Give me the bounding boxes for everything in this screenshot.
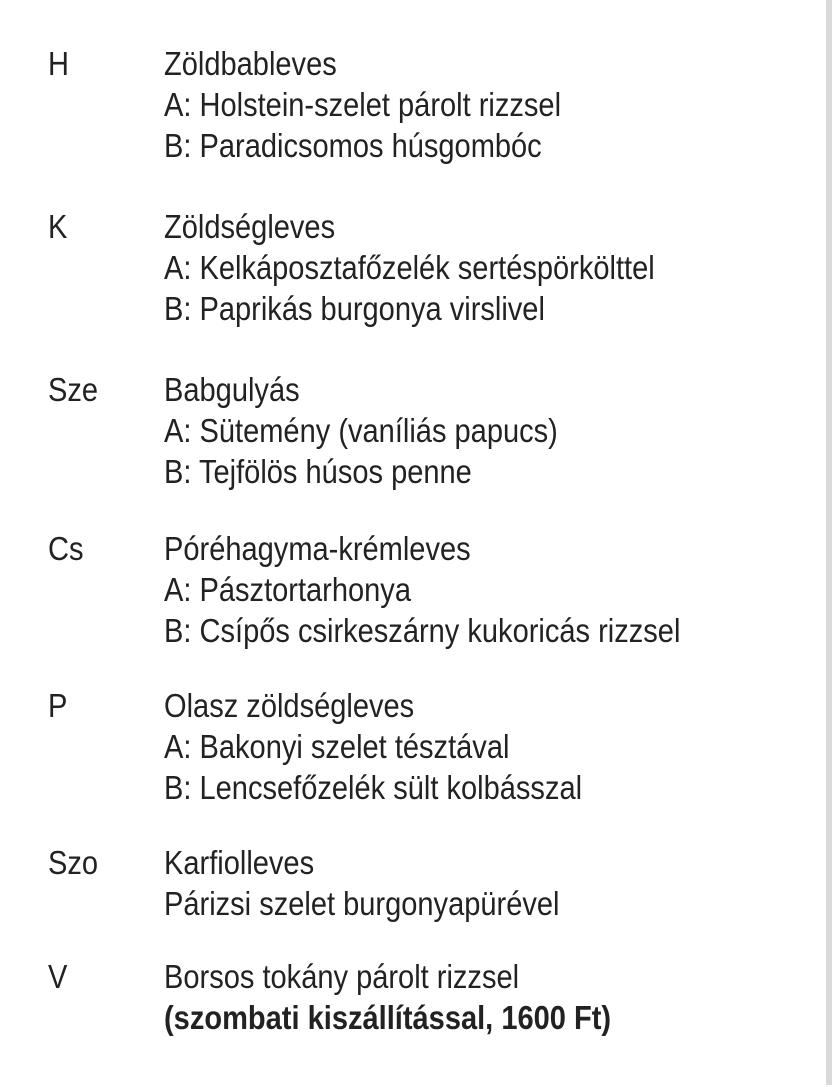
menu-day-monday	[0, 44, 820, 174]
soup-item: Zöldbableves	[164, 45, 337, 82]
menu-day-wednesday	[0, 370, 820, 500]
day-code: K	[48, 208, 68, 245]
menu-day-thursday	[0, 529, 820, 659]
menu-day-sunday	[0, 957, 820, 1087]
day-code: V	[48, 958, 68, 995]
dish-option-b: B: Paprikás burgonya virslivel	[164, 290, 545, 327]
dish-main: Párizsi szelet burgonyapürével	[164, 885, 560, 922]
menu-day-friday	[0, 686, 820, 816]
dish-option-b: B: Lencsefőzelék sült kolbásszal	[164, 769, 583, 806]
dish-option-b: B: Csípős csirkeszárny kukoricás rizzsel	[164, 612, 681, 649]
dish-option-b: B: Tejfölös húsos penne	[164, 453, 472, 490]
dish-option-a: A: Bakonyi szelet tésztával	[164, 728, 510, 765]
dish-main: Borsos tokány párolt rizzsel	[164, 958, 520, 995]
menu-day-saturday	[0, 843, 820, 973]
soup-item: Karfiolleves	[164, 844, 315, 881]
dish-option-a: A: Kelkáposztafőzelék sertéspörkölttel	[164, 249, 655, 286]
dish-option-b: B: Paradicsomos húsgombóc	[164, 127, 542, 164]
menu-day-tuesday	[0, 207, 820, 337]
dish-option-a: A: Pásztortarhonya	[164, 571, 411, 608]
soup-item: Babgulyás	[164, 371, 300, 408]
soup-item: Póréhagyma-krémleves	[164, 530, 471, 567]
day-code: Cs	[48, 530, 84, 567]
delivery-note: (szombati kiszállítással, 1600 Ft)	[164, 999, 612, 1036]
day-code: Szo	[48, 844, 99, 881]
day-code: Sze	[48, 371, 99, 408]
soup-item: Zöldségleves	[164, 208, 336, 245]
soup-item: Olasz zöldségleves	[164, 687, 415, 724]
day-code: P	[48, 687, 68, 724]
day-code: H	[48, 45, 69, 82]
dish-option-a: A: Sütemény (vaníliás papucs)	[164, 412, 558, 449]
dish-option-a: A: Holstein-szelet párolt rizzsel	[164, 86, 562, 123]
